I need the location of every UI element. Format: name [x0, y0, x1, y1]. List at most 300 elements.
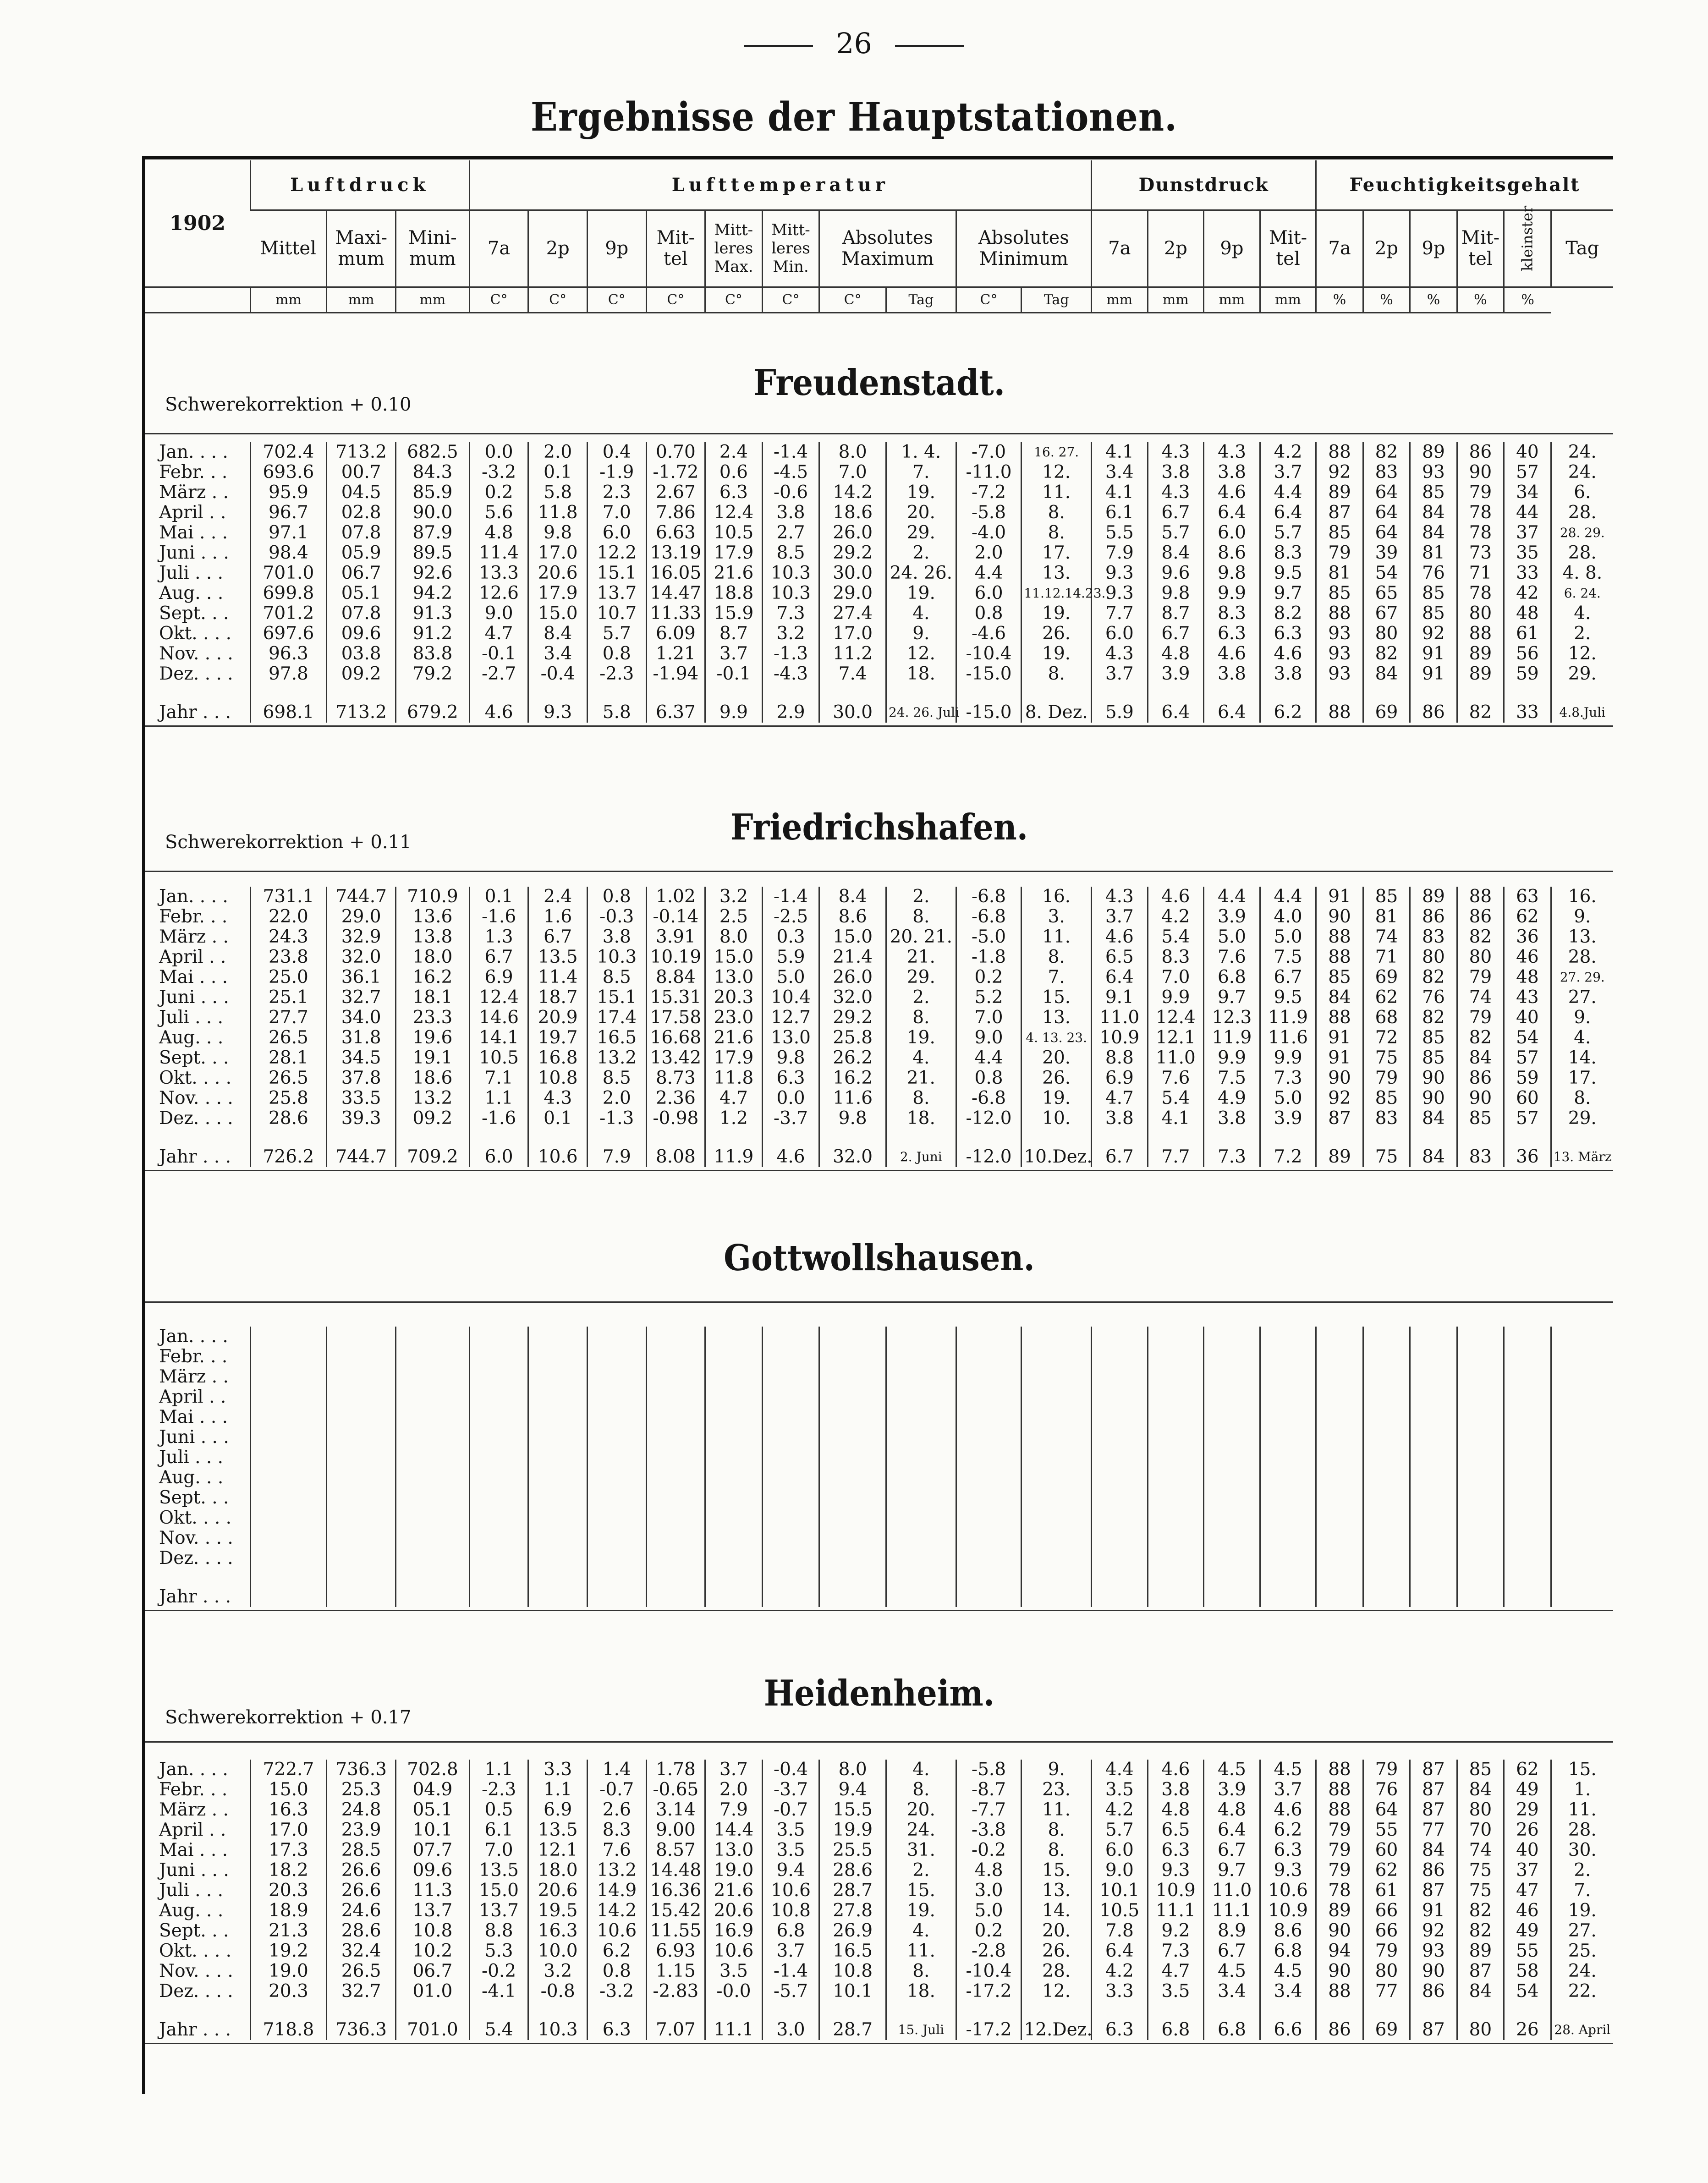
month-label: Juli . . . [159, 1447, 224, 1468]
data-cell [1022, 1448, 1092, 1468]
data-cell [587, 1327, 646, 1347]
data-cell: 21.6 [705, 563, 763, 583]
data-cell: 82 [1363, 644, 1410, 664]
data-cell [886, 1327, 956, 1347]
data-cell: 5.0 [1260, 927, 1316, 947]
data-cell [327, 1468, 396, 1488]
data-cell: 12.4 [705, 503, 763, 523]
data-cell [469, 1387, 528, 1407]
data-cell: -1.72 [646, 462, 705, 483]
data-cell: 10.2 [396, 1941, 470, 1961]
data-cell: 9.3 [1260, 1860, 1316, 1881]
data-cell: 0.1 [528, 462, 588, 483]
data-cell: 32.7 [327, 1981, 396, 2002]
table-row [145, 644, 1613, 664]
data-cell: 5.9 [762, 947, 819, 967]
data-cell [646, 1468, 705, 1488]
header-unit-cell: mm [396, 287, 470, 313]
data-cell: 6.5 [1092, 947, 1148, 967]
data-cell [956, 1528, 1022, 1548]
data-cell [1410, 1548, 1457, 1569]
data-cell [1457, 1508, 1504, 1528]
data-cell [250, 1407, 327, 1427]
data-cell [396, 1327, 470, 1347]
month-label: Febr. . . [159, 1346, 228, 1367]
data-cell: 62 [1363, 1860, 1410, 1881]
data-cell [327, 1347, 396, 1367]
data-cell: -5.0 [956, 927, 1022, 947]
data-cell [819, 1448, 886, 1468]
year-cell [1148, 1587, 1204, 1607]
year-cell: 6.8 [1204, 2020, 1260, 2040]
data-cell [396, 1508, 470, 1528]
station-name: Gottwollshausen. [724, 1237, 1035, 1279]
data-cell: 6.3 [1260, 1840, 1316, 1860]
data-cell: 14.48 [646, 1860, 705, 1881]
data-cell [705, 1508, 763, 1528]
data-cell: 0.1 [469, 887, 528, 907]
data-cell [1022, 1528, 1092, 1548]
data-cell: 60 [1363, 1840, 1410, 1860]
month-label: Juni . . . [159, 543, 229, 563]
data-cell [528, 1327, 588, 1347]
table-row [145, 1548, 1613, 1569]
data-cell [646, 1347, 705, 1367]
table-row [145, 1367, 1613, 1387]
month-label: Okt. . . . [159, 1508, 232, 1528]
gap-cell [1148, 684, 1204, 702]
year-cell: 736.3 [327, 2020, 396, 2040]
data-cell: 14.6 [469, 1008, 528, 1028]
data-cell: 64 [1363, 1800, 1410, 1820]
month-label: Juni . . . [159, 987, 229, 1008]
data-cell [250, 1488, 327, 1508]
data-cell: 29.2 [819, 543, 886, 563]
year-cell: 713.2 [327, 702, 396, 723]
data-cell: -4.5 [762, 462, 819, 483]
data-cell: 22.0 [250, 907, 327, 927]
data-cell: -1.4 [762, 887, 819, 907]
gap-cell [1457, 684, 1504, 702]
data-cell [396, 1488, 470, 1508]
data-cell [587, 1387, 646, 1407]
data-cell [396, 1347, 470, 1367]
station-bottom-rule [145, 725, 1613, 727]
table-row [145, 1407, 1613, 1427]
data-cell [327, 1427, 396, 1448]
data-cell: 68 [1363, 1008, 1410, 1028]
data-cell: 18.6 [396, 1068, 470, 1088]
data-cell: 3.8 [1204, 664, 1260, 684]
data-cell [1260, 1528, 1316, 1548]
table-row [145, 1387, 1613, 1407]
data-cell: 3.4 [1204, 1981, 1260, 2002]
data-cell [587, 1347, 646, 1367]
data-cell: 15.1 [587, 563, 646, 583]
data-cell [1551, 1327, 1613, 1347]
data-cell [469, 1347, 528, 1367]
data-cell: 15. [1022, 987, 1092, 1008]
year-cell: 12.Dez. [1022, 2020, 1092, 2040]
data-cell [528, 1427, 588, 1448]
gap-cell [469, 684, 528, 702]
gap-cell [1504, 684, 1551, 702]
data-cell: 12.2 [587, 543, 646, 563]
data-cell: 2.0 [956, 543, 1022, 563]
data-cell: -3.2 [587, 1981, 646, 2002]
data-cell [886, 1488, 956, 1508]
page-title: Ergebnisse der Hauptstationen. [530, 94, 1178, 140]
data-cell: 11.4 [469, 543, 528, 563]
data-cell: 7.8 [1092, 1921, 1148, 1941]
data-cell: 93 [1316, 644, 1363, 664]
data-cell: -0.7 [762, 1800, 819, 1820]
data-cell [1092, 1508, 1148, 1528]
data-cell: 13. [1022, 1881, 1092, 1901]
header-year: 1902 [145, 160, 250, 287]
data-cell [1410, 1528, 1457, 1548]
data-cell: 7.0 [956, 1008, 1022, 1028]
header-col-mittleres-min: Mitt-leres Min. [762, 210, 819, 287]
data-cell: 21. [886, 947, 956, 967]
data-cell: 39.3 [327, 1108, 396, 1129]
data-cell: 16.3 [250, 1800, 327, 1820]
data-cell: 5.7 [1092, 1820, 1148, 1840]
data-cell: 26. [1022, 1068, 1092, 1088]
data-cell: 15.42 [646, 1901, 705, 1921]
data-cell [646, 1367, 705, 1387]
data-cell: 5.7 [1148, 523, 1204, 543]
year-cell [1092, 1587, 1148, 1607]
data-cell: 12.1 [1148, 1028, 1204, 1048]
data-cell: 76 [1363, 1780, 1410, 1800]
data-cell: 85.9 [396, 483, 470, 503]
table-row [145, 543, 1613, 563]
data-cell: 23.3 [396, 1008, 470, 1028]
data-cell: 89 [1457, 644, 1504, 664]
data-cell: 3.5 [762, 1820, 819, 1840]
data-cell: 14.47 [646, 583, 705, 603]
data-cell [1260, 1508, 1316, 1528]
table-row [145, 1840, 1613, 1860]
gap-cell [396, 1129, 470, 1147]
data-cell: 5.8 [528, 483, 588, 503]
data-cell: 58 [1504, 1961, 1551, 1981]
gap-cell [1204, 1129, 1260, 1147]
data-cell: 04.9 [396, 1780, 470, 1800]
data-cell: 03.8 [327, 644, 396, 664]
data-cell: 7.7 [1092, 603, 1148, 624]
gap-cell [1551, 684, 1613, 702]
data-cell: 89 [1457, 1941, 1504, 1961]
data-cell: 8.4 [1148, 543, 1204, 563]
month-label: Febr. . . [159, 462, 228, 483]
data-cell: 79 [1363, 1941, 1410, 1961]
table-row [145, 1901, 1613, 1921]
data-cell: 88 [1316, 442, 1363, 462]
data-cell: 4.7 [469, 624, 528, 644]
data-cell: 6.7 [1204, 1840, 1260, 1860]
header-col-dunst-2p: 2p [1148, 210, 1204, 287]
data-cell: 09.2 [396, 1108, 470, 1129]
table-row [145, 442, 1613, 462]
data-cell [1316, 1327, 1363, 1347]
page-number-text: 26 [836, 27, 872, 60]
gap-cell [705, 1569, 763, 1587]
station-bottom-rule [145, 2043, 1613, 2044]
data-cell [1316, 1448, 1363, 1468]
data-cell: 18.0 [528, 1860, 588, 1881]
data-cell: 10.8 [762, 1901, 819, 1921]
data-cell: 10.4 [762, 987, 819, 1008]
year-cell: 10.6 [528, 1147, 588, 1167]
year-cell [587, 1587, 646, 1607]
year-cell [1363, 1587, 1410, 1607]
data-cell: 25.5 [819, 1840, 886, 1860]
data-cell: 90 [1410, 1068, 1457, 1088]
data-cell [1363, 1468, 1410, 1488]
data-cell [819, 1387, 886, 1407]
data-cell [1551, 1548, 1613, 1569]
data-cell: 4.6 [1260, 644, 1316, 664]
header-col-maximum: Maxi-mum [327, 210, 396, 287]
data-cell: 8.5 [587, 967, 646, 987]
header-unit-cell: C° [587, 287, 646, 313]
data-cell: 4.7 [1148, 1961, 1204, 1981]
table-row [145, 1327, 1613, 1347]
data-cell: 11.9 [1204, 1028, 1260, 1048]
data-cell: -11.0 [956, 462, 1022, 483]
data-cell: 91.2 [396, 624, 470, 644]
year-cell: 86 [1410, 702, 1457, 723]
data-cell: 77 [1363, 1981, 1410, 2002]
data-cell: 6.4 [1092, 1941, 1148, 1961]
data-cell [956, 1468, 1022, 1488]
data-cell [1504, 1488, 1551, 1508]
gap-cell [1022, 1129, 1092, 1147]
header-col-kleinster [1504, 205, 1551, 287]
data-cell: 32.7 [327, 987, 396, 1008]
data-cell [1457, 1468, 1504, 1488]
data-cell: 88 [1316, 1780, 1363, 1800]
data-cell [646, 1508, 705, 1528]
table-row [145, 1028, 1613, 1048]
data-cell [1316, 1508, 1363, 1528]
data-cell: 24.8 [327, 1800, 396, 1820]
data-cell: -0.3 [587, 907, 646, 927]
data-cell: 13.0 [762, 1028, 819, 1048]
data-cell [1148, 1387, 1204, 1407]
data-cell: 88 [1316, 1981, 1363, 2002]
data-cell: 61 [1363, 1881, 1410, 1901]
data-cell [1363, 1508, 1410, 1528]
data-cell: -0.98 [646, 1108, 705, 1129]
data-cell: 3.7 [1260, 462, 1316, 483]
data-cell [1504, 1367, 1551, 1387]
data-cell [1316, 1407, 1363, 1427]
data-cell: 9. [1022, 1760, 1092, 1780]
gap-cell [528, 2002, 588, 2020]
data-cell: 13.7 [396, 1901, 470, 1921]
data-cell: 7.3 [1148, 1941, 1204, 1961]
month-label: Jan. . . . [159, 886, 228, 907]
data-cell: 07.8 [327, 603, 396, 624]
data-cell: -3.7 [762, 1780, 819, 1800]
data-cell: 10.3 [587, 947, 646, 967]
gap-cell [587, 1129, 646, 1147]
data-cell: 28.6 [250, 1108, 327, 1129]
data-cell: 4. [1551, 603, 1613, 624]
header-col-9p: 9p [587, 210, 646, 287]
data-cell: 3.5 [705, 1961, 763, 1981]
data-cell [528, 1448, 588, 1468]
data-cell: -3.7 [762, 1108, 819, 1129]
header-col-abs-min: Absolutes Minimum [956, 210, 1091, 287]
data-cell: 82 [1363, 442, 1410, 462]
data-cell [587, 1548, 646, 1569]
data-cell: 77 [1410, 1820, 1457, 1840]
data-cell [1410, 1327, 1457, 1347]
data-cell: 5.0 [1204, 927, 1260, 947]
data-cell [956, 1407, 1022, 1427]
gap-cell [956, 1129, 1022, 1147]
data-cell: 79 [1457, 967, 1504, 987]
data-cell [762, 1548, 819, 1569]
data-cell [1504, 1468, 1551, 1488]
data-cell [886, 1407, 956, 1427]
data-cell: -2.7 [469, 664, 528, 684]
data-cell: 48 [1504, 967, 1551, 987]
data-cell: 4.3 [1092, 887, 1148, 907]
table-row [145, 1961, 1613, 1981]
data-cell: -0.7 [587, 1780, 646, 1800]
data-cell: 17.9 [705, 1048, 763, 1068]
year-cell: 36 [1504, 1147, 1551, 1167]
year-cell: 2.9 [762, 702, 819, 723]
year-cell: 69 [1363, 2020, 1410, 2040]
data-cell: 7.9 [1092, 543, 1148, 563]
data-cell: 1.3 [469, 927, 528, 947]
data-cell: 8.6 [1260, 1921, 1316, 1941]
data-cell [1504, 1327, 1551, 1347]
data-cell [956, 1367, 1022, 1387]
data-cell: 8.5 [762, 543, 819, 563]
data-cell: 4.8 [1204, 1800, 1260, 1820]
data-cell: 09.6 [327, 624, 396, 644]
data-cell: 4.8 [1148, 1800, 1204, 1820]
data-cell: 7.0 [469, 1840, 528, 1860]
data-cell: -5.8 [956, 1760, 1022, 1780]
table-row [145, 1921, 1613, 1941]
data-cell: 10.8 [819, 1961, 886, 1981]
data-cell [396, 1448, 470, 1468]
gap-cell [1504, 1129, 1551, 1147]
data-cell: -0.8 [528, 1981, 588, 2002]
data-cell: 8. [1022, 523, 1092, 543]
data-cell: 0.8 [587, 887, 646, 907]
data-cell: 10.3 [762, 583, 819, 603]
data-cell [1457, 1548, 1504, 1569]
data-cell: 22. [1551, 1981, 1613, 2002]
data-cell: -4.0 [956, 523, 1022, 543]
data-cell: 81 [1316, 563, 1363, 583]
data-cell: 88 [1316, 1760, 1363, 1780]
data-cell [1260, 1448, 1316, 1468]
month-label: April . . [159, 502, 226, 523]
data-cell: 6.63 [646, 523, 705, 543]
data-cell: 8. [886, 1088, 956, 1108]
data-cell [327, 1548, 396, 1569]
table-row [145, 624, 1613, 644]
data-cell [762, 1528, 819, 1548]
data-cell: 18.9 [250, 1901, 327, 1921]
data-cell: 54 [1363, 563, 1410, 583]
data-cell: 25.3 [327, 1780, 396, 1800]
data-cell: 29.0 [327, 907, 396, 927]
data-cell: 0.3 [762, 927, 819, 947]
data-cell: 6.7 [469, 947, 528, 967]
year-cell: 6.7 [1092, 1147, 1148, 1167]
data-cell [396, 1387, 470, 1407]
data-cell: 65 [1363, 583, 1410, 603]
data-cell: 4.4 [956, 1048, 1022, 1068]
data-cell: 8.57 [646, 1840, 705, 1860]
gap-cell [705, 2002, 763, 2020]
data-cell: 78 [1457, 523, 1504, 543]
gap-cell [1204, 1569, 1260, 1587]
data-cell [1363, 1528, 1410, 1548]
data-cell: 6.3 [1148, 1840, 1204, 1860]
data-cell: 0.0 [762, 1088, 819, 1108]
data-cell: 5.5 [1092, 523, 1148, 543]
data-cell: 6.3 [762, 1068, 819, 1088]
data-cell: 79 [1316, 543, 1363, 563]
data-cell: 85 [1457, 1760, 1504, 1780]
data-cell: 4.1 [1092, 483, 1148, 503]
data-cell: 10.0 [528, 1941, 588, 1961]
data-cell: 2.0 [528, 442, 588, 462]
data-cell: 19.6 [396, 1028, 470, 1048]
data-cell: 11.6 [819, 1088, 886, 1108]
gap-cell [1363, 2002, 1410, 2020]
data-cell [819, 1548, 886, 1569]
data-cell: 91 [1316, 1048, 1363, 1068]
data-cell [1148, 1407, 1204, 1427]
gap-cell [528, 1569, 588, 1587]
data-cell: 20. [1022, 1921, 1092, 1941]
month-label: Dez. . . . [159, 664, 233, 684]
data-cell [1410, 1488, 1457, 1508]
data-cell: 88 [1457, 887, 1504, 907]
data-cell: -3.8 [956, 1820, 1022, 1840]
year-cell: 6.3 [587, 2020, 646, 2040]
data-cell: 91 [1316, 1028, 1363, 1048]
data-cell: 26.5 [250, 1028, 327, 1048]
data-cell: 1. [1551, 1780, 1613, 1800]
data-cell [705, 1347, 763, 1367]
data-cell: -3.2 [469, 462, 528, 483]
data-cell: -1.4 [762, 442, 819, 462]
data-cell: 87.9 [396, 523, 470, 543]
data-cell: 47 [1504, 1881, 1551, 1901]
data-cell: 8.0 [819, 442, 886, 462]
data-cell: 3.8 [1092, 1108, 1148, 1129]
table-row [145, 1800, 1613, 1820]
data-cell: 76 [1410, 563, 1457, 583]
gap-cell [396, 2002, 470, 2020]
data-cell: -4.6 [956, 624, 1022, 644]
data-cell: 62 [1504, 907, 1551, 927]
